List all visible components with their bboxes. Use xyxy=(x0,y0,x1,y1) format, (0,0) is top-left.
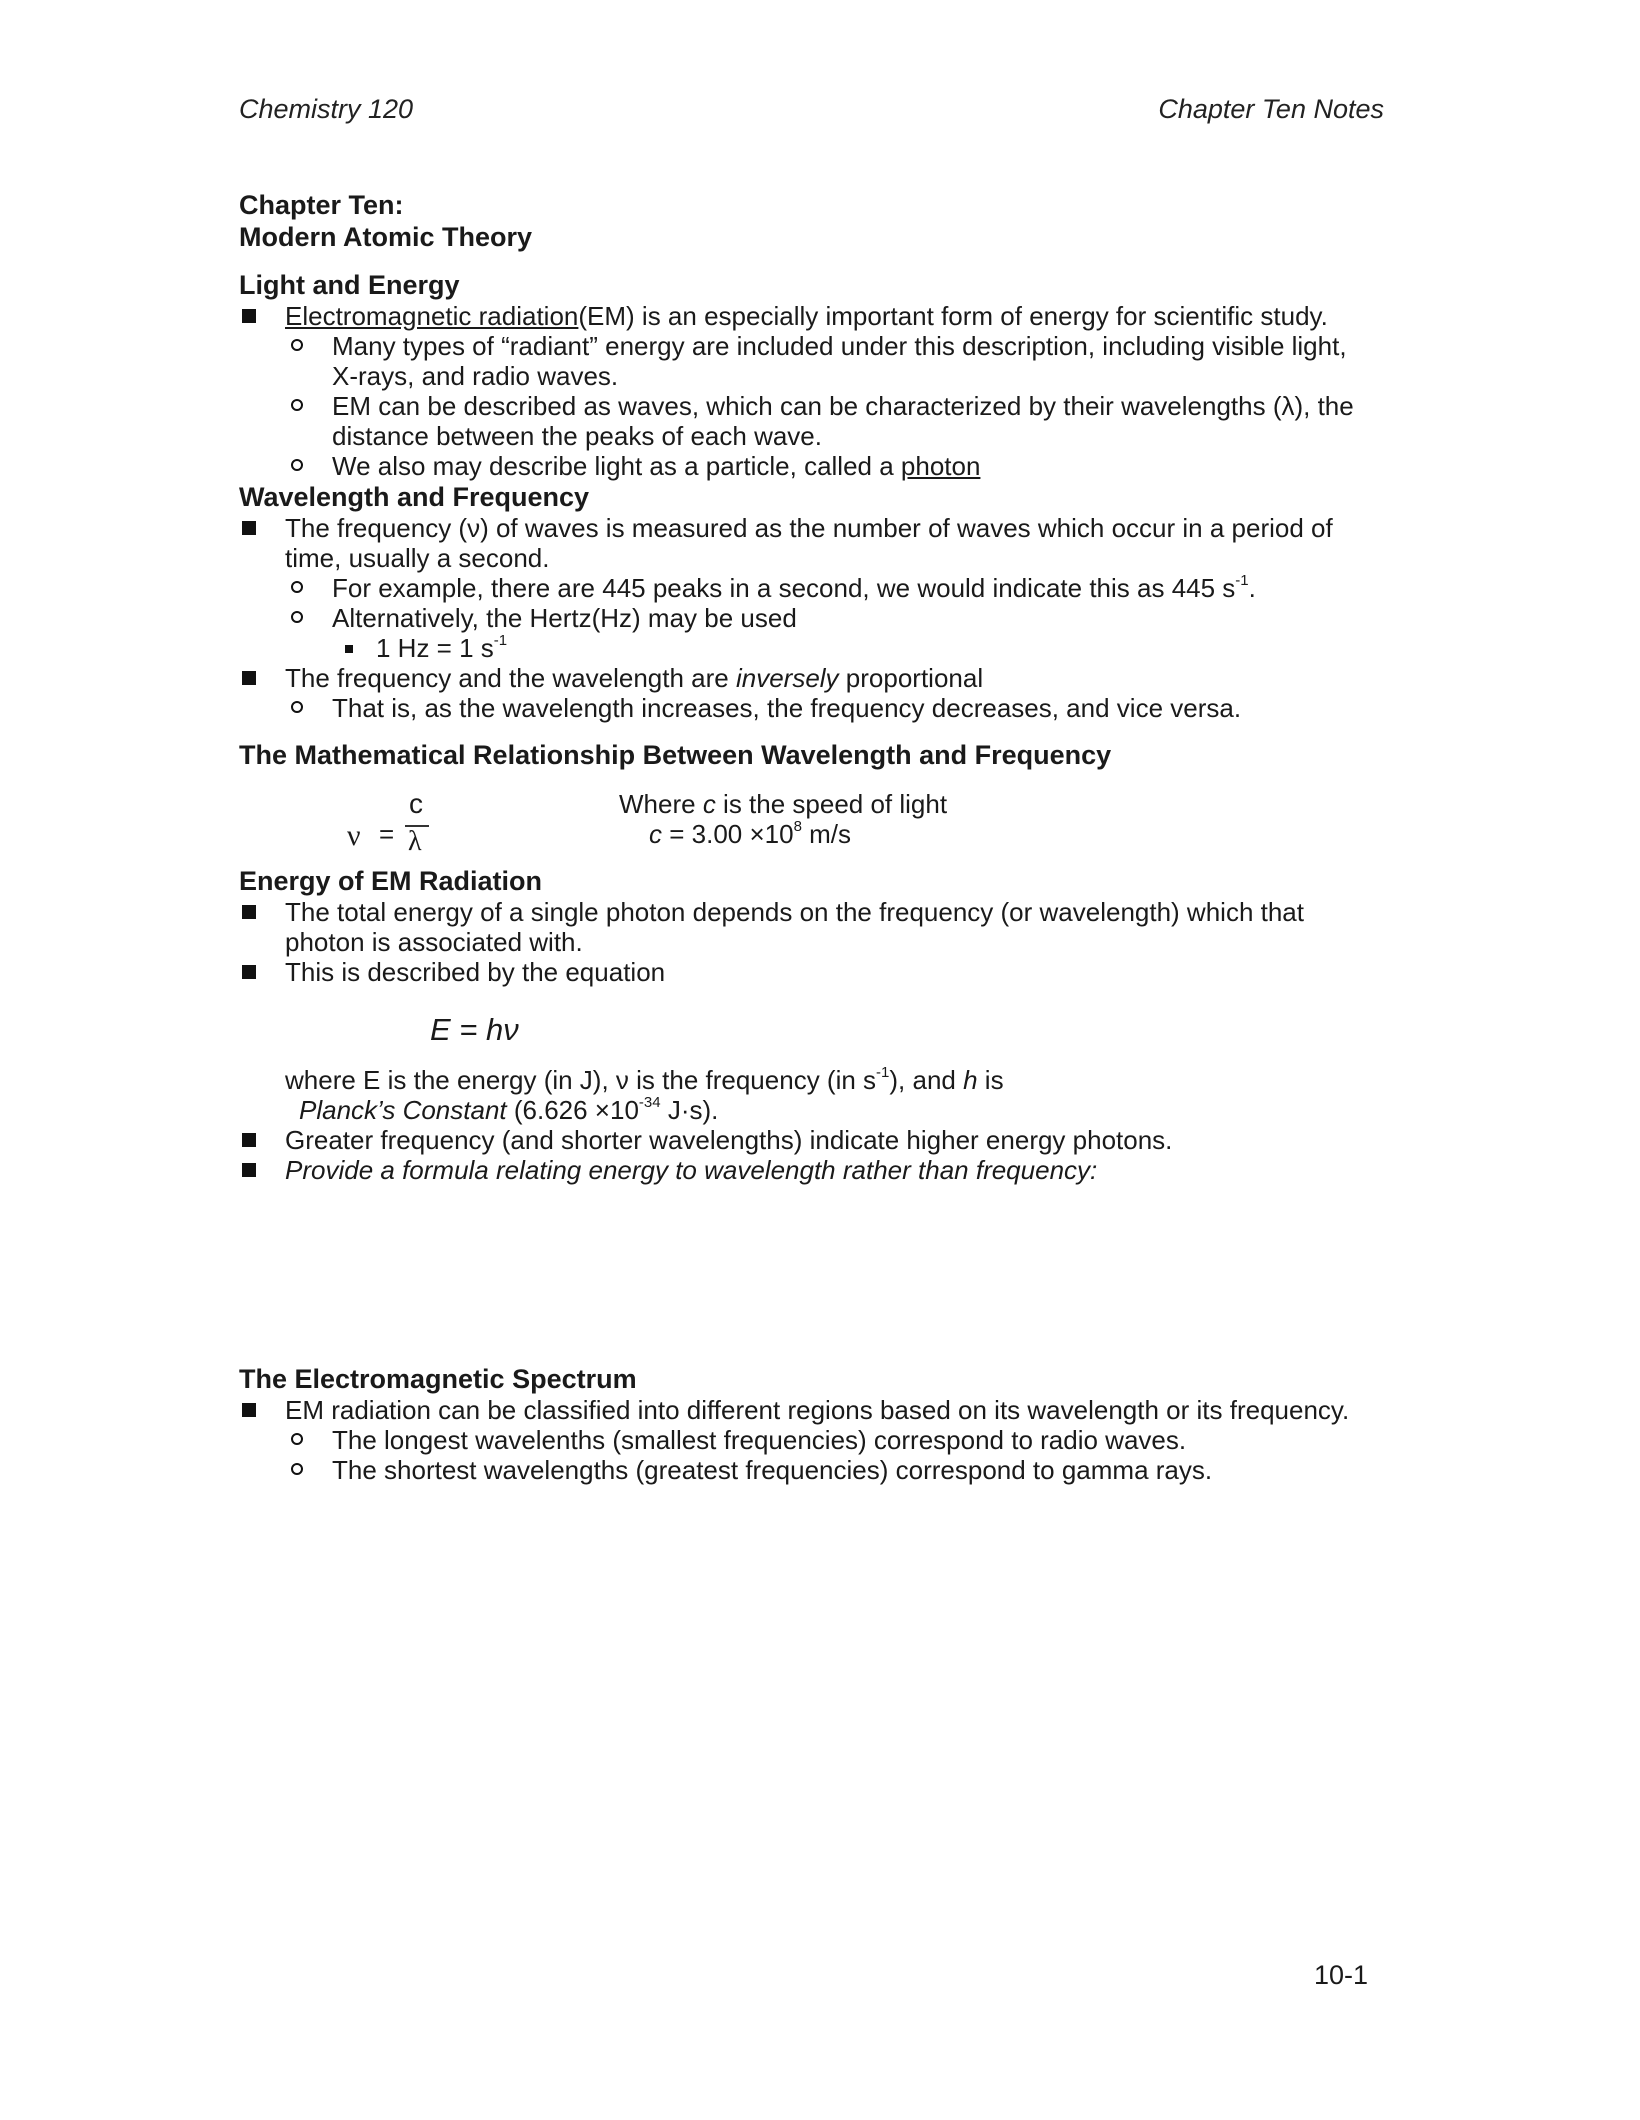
list-item xyxy=(239,451,1399,481)
equation-explanation xyxy=(239,1065,1399,1125)
list-item-text: That is, as the wavelength increases, the frequency decreases, and vice versa. xyxy=(332,693,1242,723)
question-text: Provide a formula relating energy to wavelength rather than frequency: xyxy=(285,1155,1098,1185)
heading-math-relationship: The Mathematical Relationship Between Wavelength and Frequency xyxy=(239,740,1112,770)
list-item-text: The frequency and the wavelength are xyxy=(285,663,736,693)
explanation-text: (6.626 ×10 xyxy=(506,1095,639,1125)
chapter-title: Chapter Ten: xyxy=(239,190,404,220)
circle-bullet-icon xyxy=(291,459,303,471)
page-number: 10-1 xyxy=(1313,1960,1368,1990)
list-item-text: This is described by the equation xyxy=(285,957,666,987)
circle-bullet-icon xyxy=(291,1463,303,1475)
square-bullet-icon xyxy=(242,905,256,919)
circle-bullet-icon xyxy=(291,581,303,593)
list-item-text: The longest wavelenths (smallest frequencies) correspond to radio waves. xyxy=(332,1425,1187,1455)
list-item xyxy=(239,957,1399,987)
equation-nu: ν xyxy=(347,819,361,852)
list-item-text: time, usually a second. xyxy=(285,543,550,573)
superscript: -1 xyxy=(493,632,508,650)
plancks-constant-label: Planck’s Constant xyxy=(299,1095,507,1125)
emphasis-text: inversely xyxy=(735,663,839,693)
equation-equals: = xyxy=(379,819,395,849)
circle-bullet-icon xyxy=(291,339,303,351)
circle-bullet-icon xyxy=(291,701,303,713)
explanation-text: J·s). xyxy=(660,1095,719,1125)
list-item-text: (EM) is an especially important form of energy for scientific study. xyxy=(578,301,1328,331)
frequency-equation xyxy=(347,789,427,865)
notes-content xyxy=(239,189,1399,1485)
heading-wavelength-frequency: Wavelength and Frequency xyxy=(239,482,590,512)
header-course: Chemistry 120 xyxy=(239,94,414,124)
square-bullet-icon xyxy=(242,309,256,323)
list-item-text: For example, there are 445 peaks in a second, we would indicate this as 445 s xyxy=(332,573,1236,603)
header-chapter-notes: Chapter Ten Notes xyxy=(1158,94,1384,124)
list-item-text: 1 Hz = 1 s xyxy=(376,633,494,663)
square-bullet-icon xyxy=(242,1133,256,1147)
frequency-equation-block xyxy=(239,789,1399,865)
list-item-text: . xyxy=(1248,573,1256,603)
list-item-text: Greater frequency (and shorter wavelengths) indicate higher energy photons. xyxy=(285,1125,1173,1155)
list-item-text: distance between the peaks of each wave. xyxy=(332,421,822,451)
list-item xyxy=(239,1395,1399,1425)
list-item xyxy=(239,663,1399,693)
heading-light-energy: Light and Energy xyxy=(239,270,460,300)
term-electromagnetic-radiation: Electromagnetic radiation xyxy=(285,301,579,331)
explanation-text: is xyxy=(977,1065,1004,1095)
list-item xyxy=(239,693,1399,723)
superscript: 8 xyxy=(793,818,802,836)
list-item-text: The frequency (ν) of waves is measured as the number of waves which occur in a period of xyxy=(285,513,1333,543)
square-bullet-icon xyxy=(242,1403,256,1417)
circle-bullet-icon xyxy=(291,611,303,623)
chapter-subtitle: Modern Atomic Theory xyxy=(239,222,533,252)
small-square-bullet-icon xyxy=(345,645,353,653)
square-bullet-icon xyxy=(242,671,256,685)
explanation-text: ), and xyxy=(889,1065,964,1095)
superscript: -1 xyxy=(1235,572,1249,590)
speed-of-light-note xyxy=(619,789,947,849)
list-item-text: EM radiation can be classified into different regions based on its wavelength or its frequency. xyxy=(285,1395,1350,1425)
list-item xyxy=(239,1125,1399,1155)
note-text: m/s xyxy=(801,819,852,849)
square-bullet-icon xyxy=(242,521,256,535)
list-item-text: proportional xyxy=(838,663,984,693)
circle-bullet-icon xyxy=(291,399,303,411)
superscript: -1 xyxy=(876,1064,890,1082)
list-item-text: Alternatively, the Hertz(Hz) may be used xyxy=(332,603,797,633)
symbol-c: c xyxy=(649,819,662,849)
heading-em-energy: Energy of EM Radiation xyxy=(239,866,543,896)
square-bullet-icon xyxy=(242,965,256,979)
list-item-text: The total energy of a single photon depends on the frequency (or wavelength) which that xyxy=(285,897,1304,927)
note-text: is the speed of light xyxy=(715,789,948,819)
list-item xyxy=(239,897,1399,957)
explanation-text: where E is the energy (in J), ν is the frequency (in s xyxy=(285,1065,877,1095)
list-item-text: photon is associated with. xyxy=(285,927,583,957)
list-item xyxy=(239,301,1399,331)
list-item xyxy=(239,391,1399,451)
list-item xyxy=(239,633,1399,663)
circle-bullet-icon xyxy=(291,1433,303,1445)
list-item xyxy=(239,573,1399,603)
list-item xyxy=(239,331,1399,391)
symbol-h: h xyxy=(963,1065,978,1095)
list-item xyxy=(239,1455,1399,1485)
heading-em-spectrum: The Electromagnetic Spectrum xyxy=(239,1364,637,1394)
note-text: = 3.00 ×10 xyxy=(662,819,794,849)
term-photon: photon xyxy=(900,451,981,481)
list-item-text: We also may describe light as a particle, called a xyxy=(332,451,901,481)
list-item-text: X-rays, and radio waves. xyxy=(332,361,619,391)
equation-numerator: c xyxy=(409,788,423,819)
superscript: -34 xyxy=(638,1094,661,1112)
note-text: Where xyxy=(619,789,703,819)
symbol-c: c xyxy=(702,789,716,819)
list-item-text: EM can be described as waves, which can be characterized by their wavelengths (λ), the xyxy=(332,391,1354,421)
list-item-text: The shortest wavelengths (greatest frequencies) correspond to gamma rays. xyxy=(332,1455,1213,1485)
list-item-text: Many types of “radiant” energy are included under this description, including visible light, xyxy=(332,331,1347,361)
answer-space xyxy=(239,1185,1399,1363)
equation-denominator: λ xyxy=(408,826,422,857)
square-bullet-icon xyxy=(242,1163,256,1177)
energy-equation: E = hν xyxy=(430,1012,519,1047)
list-item xyxy=(239,1425,1399,1455)
list-item xyxy=(239,513,1399,573)
list-item xyxy=(239,1155,1399,1185)
list-item xyxy=(239,603,1399,633)
